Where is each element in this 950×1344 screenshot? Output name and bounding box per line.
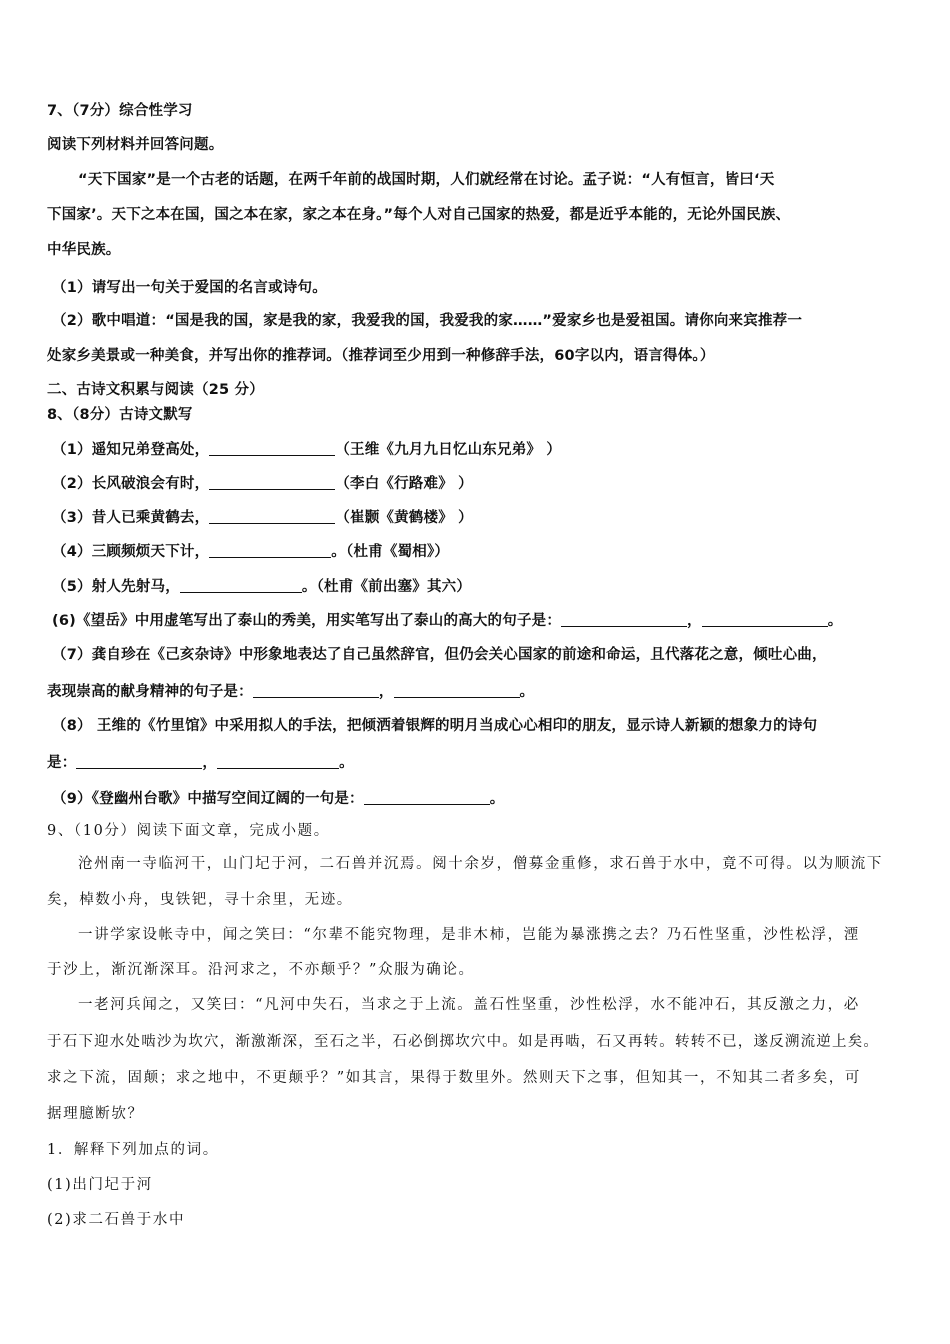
q8-item-6-answer-blank-2[interactable] <box>702 610 828 627</box>
q8-item-3 <box>52 507 907 528</box>
q8-item-6-separator: ， <box>687 613 702 629</box>
q8-item-6-end: 。 <box>827 613 843 629</box>
q8-item-2 <box>52 473 907 494</box>
q8-item-3-answer-blank[interactable] <box>209 507 335 524</box>
q8-item-7-line-2 <box>47 681 907 702</box>
q7-instruction: 阅读下列材料并回答问题。 <box>47 137 224 153</box>
q8-item-7-answer-blank-2[interactable] <box>394 681 520 698</box>
q9-question-1-item-2: (2)求二石兽于水中 <box>47 1212 186 1228</box>
q8-item-8-line-2 <box>47 752 907 773</box>
q8-item-8-answer-blank-1[interactable] <box>76 752 202 769</box>
q8-title: 8、（8分）古诗文默写 <box>47 407 193 423</box>
q8-item-7-answer-blank-1[interactable] <box>253 681 379 698</box>
q8-item-4-answer-blank[interactable] <box>209 541 331 558</box>
q8-item-2-source: （李白《行路难》 ） <box>335 476 473 492</box>
q8-item-2-prefix: （2）长风破浪会有时， <box>52 476 210 492</box>
q8-item-5-answer-blank[interactable] <box>180 576 302 593</box>
q7-sub1: （1）请写出一句关于爱国的名言或诗句。 <box>52 280 327 296</box>
q8-item-7-end: 。 <box>519 684 535 700</box>
q8-item-6-prefix: (6)《望岳》中用虚笔写出了泰山的秀美，用实笔写出了泰山的高大的句子是： <box>52 613 562 629</box>
q7-material-line-1: “天下国家”是一个古老的话题，在两千年前的战国时期，人们就经常在讨论。孟子说：“人有恒言，皆曰‘天 <box>78 172 775 188</box>
q8-item-9-end: 。 <box>489 791 505 807</box>
q8-item-2-answer-blank[interactable] <box>209 473 335 490</box>
q8-item-8-answer-blank-2[interactable] <box>217 752 339 769</box>
q8-item-6-answer-blank-1[interactable] <box>561 610 687 627</box>
q9-passage-line-8: 据理臆断欤？ <box>47 1106 144 1122</box>
q7-sub2-line-2: 处家乡美景或一种美食，并写出你的推荐词。（推荐词至少用到一种修辞手法，60字以内，语言得体。） <box>47 348 715 364</box>
q8-item-8-prefix: 是： <box>47 755 77 771</box>
q9-passage-line-7: 求之下流，固颠；求之地中，不更颠乎？”如其言，果得于数里外。然则天下之事，但知其一，不知其二者多矣，可 <box>47 1070 862 1086</box>
q7-material-line-3: 中华民族。 <box>47 242 121 258</box>
q9-passage-line-1: 沧州南一寺临河干，山门圮于河，二石兽并沉焉。阅十余岁，僧募金重修，求石兽于水中，竟不可得。以为顺流下 <box>78 856 883 872</box>
section2-heading: 二、古诗文积累与阅读（25 分） <box>47 382 264 398</box>
q9-title: 9、（10分）阅读下面文章，完成小题。 <box>47 823 330 839</box>
q8-item-1-prefix: （1）遥知兄弟登高处， <box>52 442 210 458</box>
q9-passage-line-4: 于沙上，渐沉渐深耳。沿河求之，不亦颠乎？”众服为确论。 <box>47 962 475 978</box>
q9-passage-line-3: 一讲学家设帐寺中，闻之笑曰：“尔辈不能究物理，是非木柿，岂能为暴涨携之去？乃石性坚重，沙性松浮，湮 <box>78 927 860 943</box>
q8-item-5 <box>52 576 907 597</box>
q8-item-4-source: 。（杜甫《蜀相》） <box>331 544 450 560</box>
q8-item-7-line-1: （7）龚自珍在《己亥杂诗》中形象地表达了自己虽然辞官，但仍会关心国家的前途和命运，且代落花之意，倾吐心曲， <box>52 647 827 663</box>
q7-material-line-2: 下国家’。天下之本在国，国之本在家，家之本在身。”每个人对自己国家的热爱，都是近乎本能的，无论外国民族、 <box>47 207 791 223</box>
q8-item-1-answer-blank[interactable] <box>209 439 335 456</box>
q8-item-6 <box>52 610 907 631</box>
q8-item-8-line-1: （8） 王维的《竹里馆》中采用拟人的手法，把倾洒着银辉的明月当成心心相印的朋友，显示诗人新颖的想象力的诗句 <box>52 718 818 734</box>
q8-item-9 <box>52 788 907 809</box>
q8-item-4 <box>52 541 907 562</box>
q8-item-9-answer-blank[interactable] <box>364 788 490 805</box>
q8-item-3-prefix: （3）昔人已乘黄鹤去， <box>52 510 210 526</box>
q9-passage-line-6: 于石下迎水处啮沙为坎穴，渐激渐深，至石之半，石必倒掷坎穴中。如是再啮，石又再转。转转不已，遂反溯流逆上矣。 <box>47 1034 880 1050</box>
q8-item-4-prefix: （4）三顾频烦天下计， <box>52 544 210 560</box>
q7-sub2-line-1: （2）歌中唱道：“国是我的国，家是我的家，我爱我的国，我爱我的家……”爱家乡也是爱祖国。请你向来宾推荐一 <box>52 313 803 329</box>
q8-item-5-prefix: （5）射人先射马， <box>52 579 180 595</box>
q8-item-9-prefix: （9）《登幽州台歌》中描写空间辽阔的一句是： <box>52 791 364 807</box>
q9-passage-line-5: 一老河兵闻之，又笑曰：“凡河中失石，当求之于上流。盖石性坚重，沙性松浮，水不能冲石，其反激之力，必 <box>78 997 860 1013</box>
q8-item-5-source: 。（杜甫《前出塞》其六） <box>301 579 472 595</box>
q8-item-1-source: （王维《九月九日忆山东兄弟》 ） <box>335 442 562 458</box>
q8-item-8-separator: ， <box>202 755 218 771</box>
q7-title: 7、（7分）综合性学习 <box>47 103 193 119</box>
q8-item-3-source: （崔颢《黄鹤楼》 ） <box>335 510 473 526</box>
q8-item-7-prefix: 表现崇高的献身精神的句子是： <box>47 684 253 700</box>
q8-item-8-end: 。 <box>339 755 354 771</box>
q9-question-1: 1．解释下列加点的词。 <box>47 1142 219 1158</box>
q8-item-1 <box>52 439 907 460</box>
q9-question-1-item-1: (1)出门圮于河 <box>47 1177 153 1193</box>
q9-passage-line-2: 矣，棹数小舟，曳铁钯，寻十余里，无迹。 <box>47 892 353 908</box>
q8-item-7-separator: ， <box>378 684 394 700</box>
